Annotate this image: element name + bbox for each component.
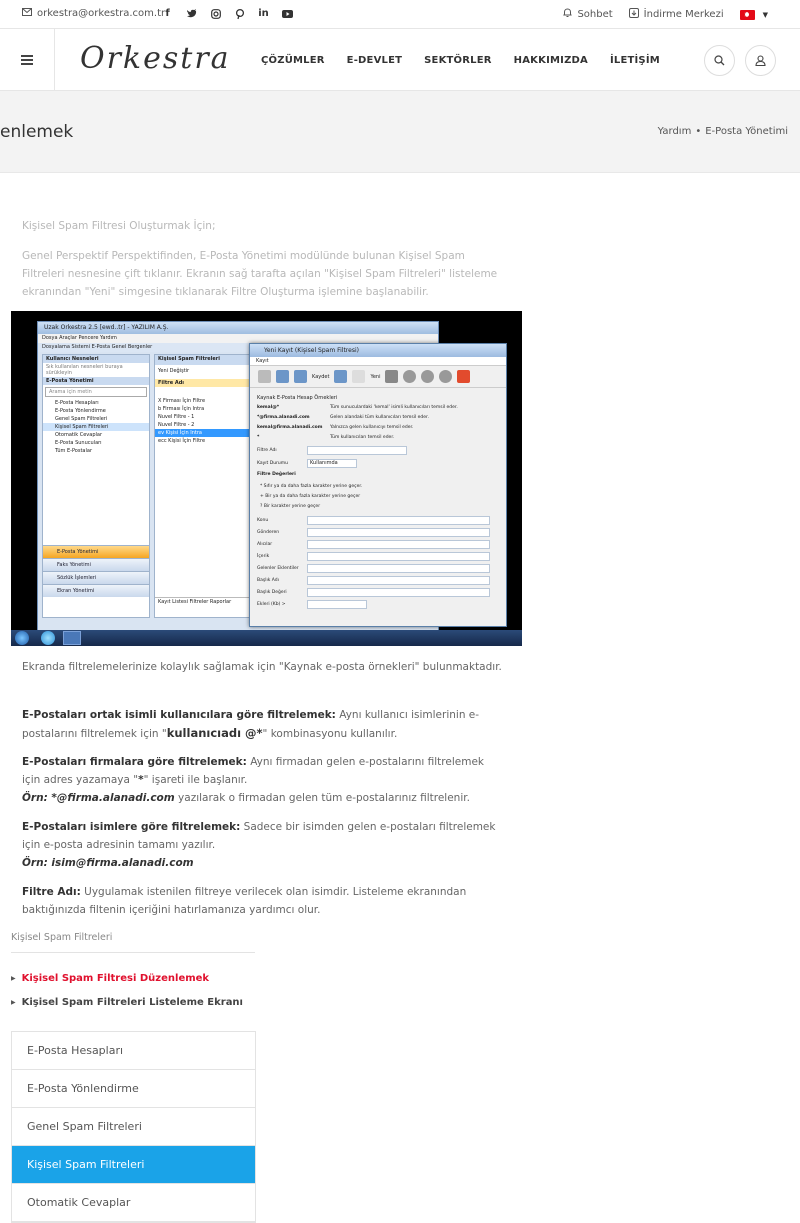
- filter-by-company-symbol: *: [138, 774, 144, 786]
- nav-item-sectors[interactable]: SEKTÖRLER: [424, 55, 492, 66]
- page-title: enlemek: [0, 122, 74, 142]
- module-buttons: [43, 545, 149, 597]
- chat-label[interactable]: Sohbet: [577, 9, 613, 20]
- sidebar-link-list-screen[interactable]: [11, 997, 243, 1008]
- search-icon: [714, 55, 725, 66]
- turkish-flag-icon: [740, 10, 755, 20]
- filter-by-company-paragraph: [22, 753, 502, 807]
- example-description: Gelen alandaki tüm kullanıcıları temsil eder.: [330, 415, 429, 420]
- example-description: Tüm sunuculardaki 'kemal' isimli kullanıcıları temsil eder.: [330, 405, 458, 410]
- download-label[interactable]: İndirme Merkezi: [643, 9, 724, 20]
- download-center-link[interactable]: [629, 8, 724, 21]
- triangle-right-icon: ▶: [11, 999, 16, 1006]
- user-icon: [755, 55, 766, 66]
- example-label: Örn:: [22, 857, 48, 869]
- windows-start-icon: [15, 631, 29, 645]
- save-close-icon: [334, 370, 347, 383]
- nav-item-contact[interactable]: İLETİŞİM: [609, 55, 660, 66]
- field-input: [307, 540, 490, 549]
- search-button[interactable]: [704, 45, 735, 76]
- sidebar-link-label[interactable]: Kişisel Spam Filtreleri Listeleme Ekranı: [21, 997, 243, 1008]
- menu-item-email-accounts[interactable]: E-Posta Hesapları: [12, 1032, 255, 1070]
- list-tabs: Kayıt Listesi Filtreler Raporlar: [155, 597, 251, 605]
- hamburger-icon: [21, 59, 33, 61]
- examples-note: Ekranda filtrelemelerinize kolaylık sağlamak için "Kaynak e-posta örnekleri" bulunmaktadır.: [22, 661, 502, 673]
- breadcrumb-email-management[interactable]: E-Posta Yönetimi: [705, 126, 788, 137]
- field-label: Ekleri (Kb) >: [257, 602, 286, 607]
- example-pattern: kemal@*: [257, 405, 280, 410]
- nav-item-e-government[interactable]: E-DEVLET: [346, 55, 403, 66]
- caret-down-icon: ▼: [762, 10, 768, 19]
- triangle-right-icon: ▶: [11, 975, 16, 982]
- field-label: Konu: [257, 518, 269, 523]
- list-toolbar: Yeni Değiştir: [158, 368, 190, 374]
- intro-heading: Kişisel Spam Filtresi Oluşturmak İçin;: [22, 220, 216, 232]
- email-contact[interactable]: [22, 8, 165, 19]
- examples-title: Kaynak E-Posta Hesap Örnekleri: [257, 395, 338, 401]
- breadcrumb: [658, 126, 788, 137]
- tree-item: Tüm E-Postalar: [55, 448, 92, 454]
- menu-item-auto-replies[interactable]: Otomatik Cevaplar: [12, 1184, 255, 1222]
- record-status-label: Kayıt Durumu: [257, 461, 288, 466]
- list-row: Nuvel Filtre - 1: [158, 414, 195, 420]
- filter-by-name-paragraph: [22, 818, 502, 872]
- envelope-icon: [22, 8, 32, 19]
- save-label: Kaydet: [312, 373, 330, 380]
- example-pattern: *: [257, 435, 260, 440]
- check-icon: [457, 370, 470, 383]
- new-label: Yeni: [370, 373, 381, 380]
- tree-header: Kullanıcı Nesneleri: [43, 355, 149, 363]
- list-title: Kişisel Spam Filtreleri: [155, 355, 251, 365]
- field-label: Başlık Değeri: [257, 590, 287, 595]
- email-text[interactable]: orkestra@orkestra.com.tr: [37, 8, 166, 19]
- menu-item-general-spam-filters[interactable]: Genel Spam Filtreleri: [12, 1108, 255, 1146]
- filter-by-company-example-tail: yazılarak o firmadan gelen tüm e-postalarınız filtrelenir.: [174, 792, 470, 804]
- dialog-tab: Kayıt: [250, 357, 506, 366]
- field-input: [307, 516, 490, 525]
- tree-item: E-Posta Sunucuları: [55, 440, 102, 446]
- app-taskbar-icon: [63, 631, 81, 645]
- filter-by-username-tail: " kombinasyonu kullanılır.: [262, 728, 398, 740]
- application-screenshot: [11, 311, 522, 646]
- module-button: E-Posta Yönetimi: [43, 545, 149, 558]
- record-status-select: Kullanımda: [307, 459, 357, 468]
- bell-icon: [563, 8, 572, 21]
- top-bar: [0, 0, 800, 29]
- top-right-links: [563, 8, 768, 21]
- filter-by-username-paragraph: [22, 706, 502, 743]
- filter-by-name-heading: E-Postaları isimlere göre filtrelemek:: [22, 821, 241, 833]
- sidebar-link-edit-filter[interactable]: [11, 973, 209, 984]
- filter-name-input: [307, 446, 407, 455]
- tree-item: E-Posta Hesapları: [55, 400, 99, 406]
- field-label: Başlık Adı: [257, 578, 279, 583]
- twitter-icon[interactable]: [186, 8, 197, 19]
- window-tabs: Dosyalama Sistemi E-Posta Genel Bergenler: [38, 343, 438, 352]
- filter-list-pane: [154, 354, 252, 618]
- new-doc-icon: [352, 370, 365, 383]
- wildcard-rule: * Sıfır ya da daha fazla karakter yerine geçer.: [260, 484, 363, 489]
- nav-back-icon: [403, 370, 416, 383]
- hamburger-menu-button[interactable]: [0, 29, 55, 91]
- filter-name-text: Uygulamak istenilen filtreye verilecek olan isimdir. Listeleme ekranından baktığınızda filtenin içeriğini hatırlamanıza yardımcı olur.: [22, 886, 467, 916]
- list-column-header: Filtre Adı: [155, 379, 251, 387]
- example-description: Tüm kullanıcıları temsil eder.: [330, 435, 395, 440]
- user-account-button[interactable]: [745, 45, 776, 76]
- filter-values-title: Filtre Değerleri: [257, 472, 296, 477]
- module-button: Ekran Yönetimi: [43, 584, 149, 597]
- new-record-dialog: [249, 343, 507, 627]
- internet-explorer-icon: [41, 631, 55, 645]
- menu-item-email-forwarding[interactable]: E-Posta Yönlendirme: [12, 1070, 255, 1108]
- wildcard-rule: ? Bir karakter yerine geçer: [260, 504, 321, 509]
- pinterest-icon[interactable]: [234, 8, 245, 19]
- nav-item-about[interactable]: HAKKIMIZDA: [513, 55, 588, 66]
- menu-item-personal-spam-filters[interactable]: Kişisel Spam Filtreleri: [12, 1146, 255, 1184]
- field-label: Alıcılar: [257, 542, 273, 547]
- sidebar-title: Kişisel Spam Filtreleri: [11, 932, 113, 943]
- wildcard-rule: + Bir ya da daha fazla karakter yerine geçer: [260, 494, 361, 499]
- filter-by-company-heading: E-Postaları firmalara göre filtrelemek:: [22, 756, 247, 768]
- chat-link[interactable]: [563, 8, 612, 21]
- language-selector[interactable]: [740, 10, 768, 20]
- sidebar-menu: [11, 1031, 256, 1223]
- sidebar-link-label[interactable]: Kişisel Spam Filtresi Düzenlemek: [21, 973, 210, 984]
- field-label: İçerik: [257, 554, 270, 559]
- field-label: Gönderen: [257, 530, 280, 535]
- list-row: X Firması İçin Filtre: [158, 398, 206, 404]
- page-title-bar: [0, 91, 800, 173]
- example-pattern: *@firma.alanadi.com: [257, 415, 310, 420]
- filter-name-paragraph: [22, 883, 502, 919]
- list-spacer: [155, 387, 251, 397]
- save-icon: [294, 370, 307, 383]
- tree-item: Genel Spam Filtreleri: [55, 416, 108, 422]
- field-label: Gelenler Eklentiler: [257, 566, 299, 571]
- field-input: [307, 528, 490, 537]
- field-input: [307, 600, 367, 609]
- example-label: Örn:: [22, 792, 48, 804]
- filter-by-username-heading: E-Postaları ortak isimli kullanıcılara göre filtrelemek:: [22, 709, 336, 721]
- intro-paragraph: Genel Perspektif Perspektifinden, E-Posta Yönetimi modülünde bulunan Kişisel Spam Filtreleri nesnesine çift tıklanır. Ekranın sağ tarafta açılan "Kişisel Spam Filtreleri" listeleme ekranından "Yeni" simgesine tıklanarak Filtre Oluşturma işlemine başlanabilir.: [22, 250, 498, 298]
- nav-up-icon: [421, 370, 434, 383]
- field-input: [307, 588, 490, 597]
- nav-item-solutions[interactable]: ÇÖZÜMLER: [261, 55, 325, 66]
- example-description: Yalnızca gelen kullanıcıyı temsil eder.: [330, 425, 414, 430]
- list-row: b Firması İçin Intra: [158, 406, 205, 412]
- tree-item: E-Posta Yönlendirme: [55, 408, 106, 414]
- social-links: [162, 8, 293, 19]
- window-menu: Dosya Araçlar Pencere Yardım: [38, 334, 438, 343]
- tree-item-selected: Kişisel Spam Filtreleri: [43, 423, 149, 431]
- instagram-icon[interactable]: [210, 8, 221, 19]
- filter-by-company-text: Aynı firmadan gelen e-postalarını filtrelemek için adres yazamaya ": [22, 756, 484, 786]
- breadcrumb-help[interactable]: Yardım: [657, 126, 692, 137]
- save-new-icon: [276, 370, 289, 383]
- list-row: ecc Kişisi İçin Filtre: [158, 438, 206, 444]
- field-input: [307, 576, 490, 585]
- breadcrumb-separator: •: [695, 126, 702, 137]
- cursor-icon: [258, 370, 271, 383]
- print-icon: [385, 370, 398, 383]
- nav-next-icon: [439, 370, 452, 383]
- dialog-title: Yeni Kayıt (Kişisel Spam Filtresi): [250, 344, 506, 357]
- filter-name-heading: Filtre Adı:: [22, 886, 81, 898]
- windows-taskbar: [11, 630, 522, 646]
- filter-by-name-example: isim@firma.alanadi.com: [47, 857, 194, 869]
- tree-search: Arama için metin: [45, 387, 147, 397]
- site-logo[interactable]: Orkestra: [80, 41, 231, 76]
- tree-hint: Sık kullanılan nesneleri buraya sürükleyin: [46, 364, 123, 376]
- tree-section: E-Posta Yönetimi: [43, 377, 149, 385]
- example-pattern: kemal@firma.alanadi.com: [257, 425, 323, 430]
- filter-by-username-text: Aynı kullanıcı isimlerinin e-postalarını filtrelemek için ": [22, 709, 480, 740]
- module-button: Sözlük İşlemleri: [43, 571, 149, 584]
- filter-by-company-example: *@firma.alanadi.com: [47, 792, 175, 804]
- main-header: [0, 29, 800, 91]
- download-icon: [629, 8, 639, 21]
- sidebar-divider: [11, 952, 255, 953]
- filter-name-label: Filtre Adı: [257, 448, 277, 453]
- window-title: Uzak Orkestra 2.5 [ewd..tr] - YAZILIM A.Ş.: [38, 322, 438, 334]
- youtube-icon[interactable]: [282, 8, 293, 19]
- list-row: Nuvel Filtre - 2: [158, 422, 195, 428]
- filter-by-name-text: Sadece bir isimden gelen e-postaları filtrelemek için e-posta adresinin tamamı yazılır.: [22, 821, 496, 851]
- field-input: [307, 564, 490, 573]
- filter-by-username-pattern: kullanıcıadı @*: [166, 726, 263, 740]
- dialog-toolbar: [250, 366, 506, 388]
- tree-item: Otomatik Cevaplar: [55, 432, 102, 438]
- facebook-icon[interactable]: f: [165, 8, 170, 19]
- list-row-selected: ev Kişisi İçin Intra: [155, 429, 251, 437]
- filter-by-company-tail: " işareti ile başlanır.: [143, 774, 248, 786]
- main-nav: [261, 55, 660, 66]
- linkedin-icon[interactable]: in: [258, 8, 269, 19]
- module-button: Faks Yönetimi: [43, 558, 149, 571]
- field-input: [307, 552, 490, 561]
- object-tree-pane: [42, 354, 150, 618]
